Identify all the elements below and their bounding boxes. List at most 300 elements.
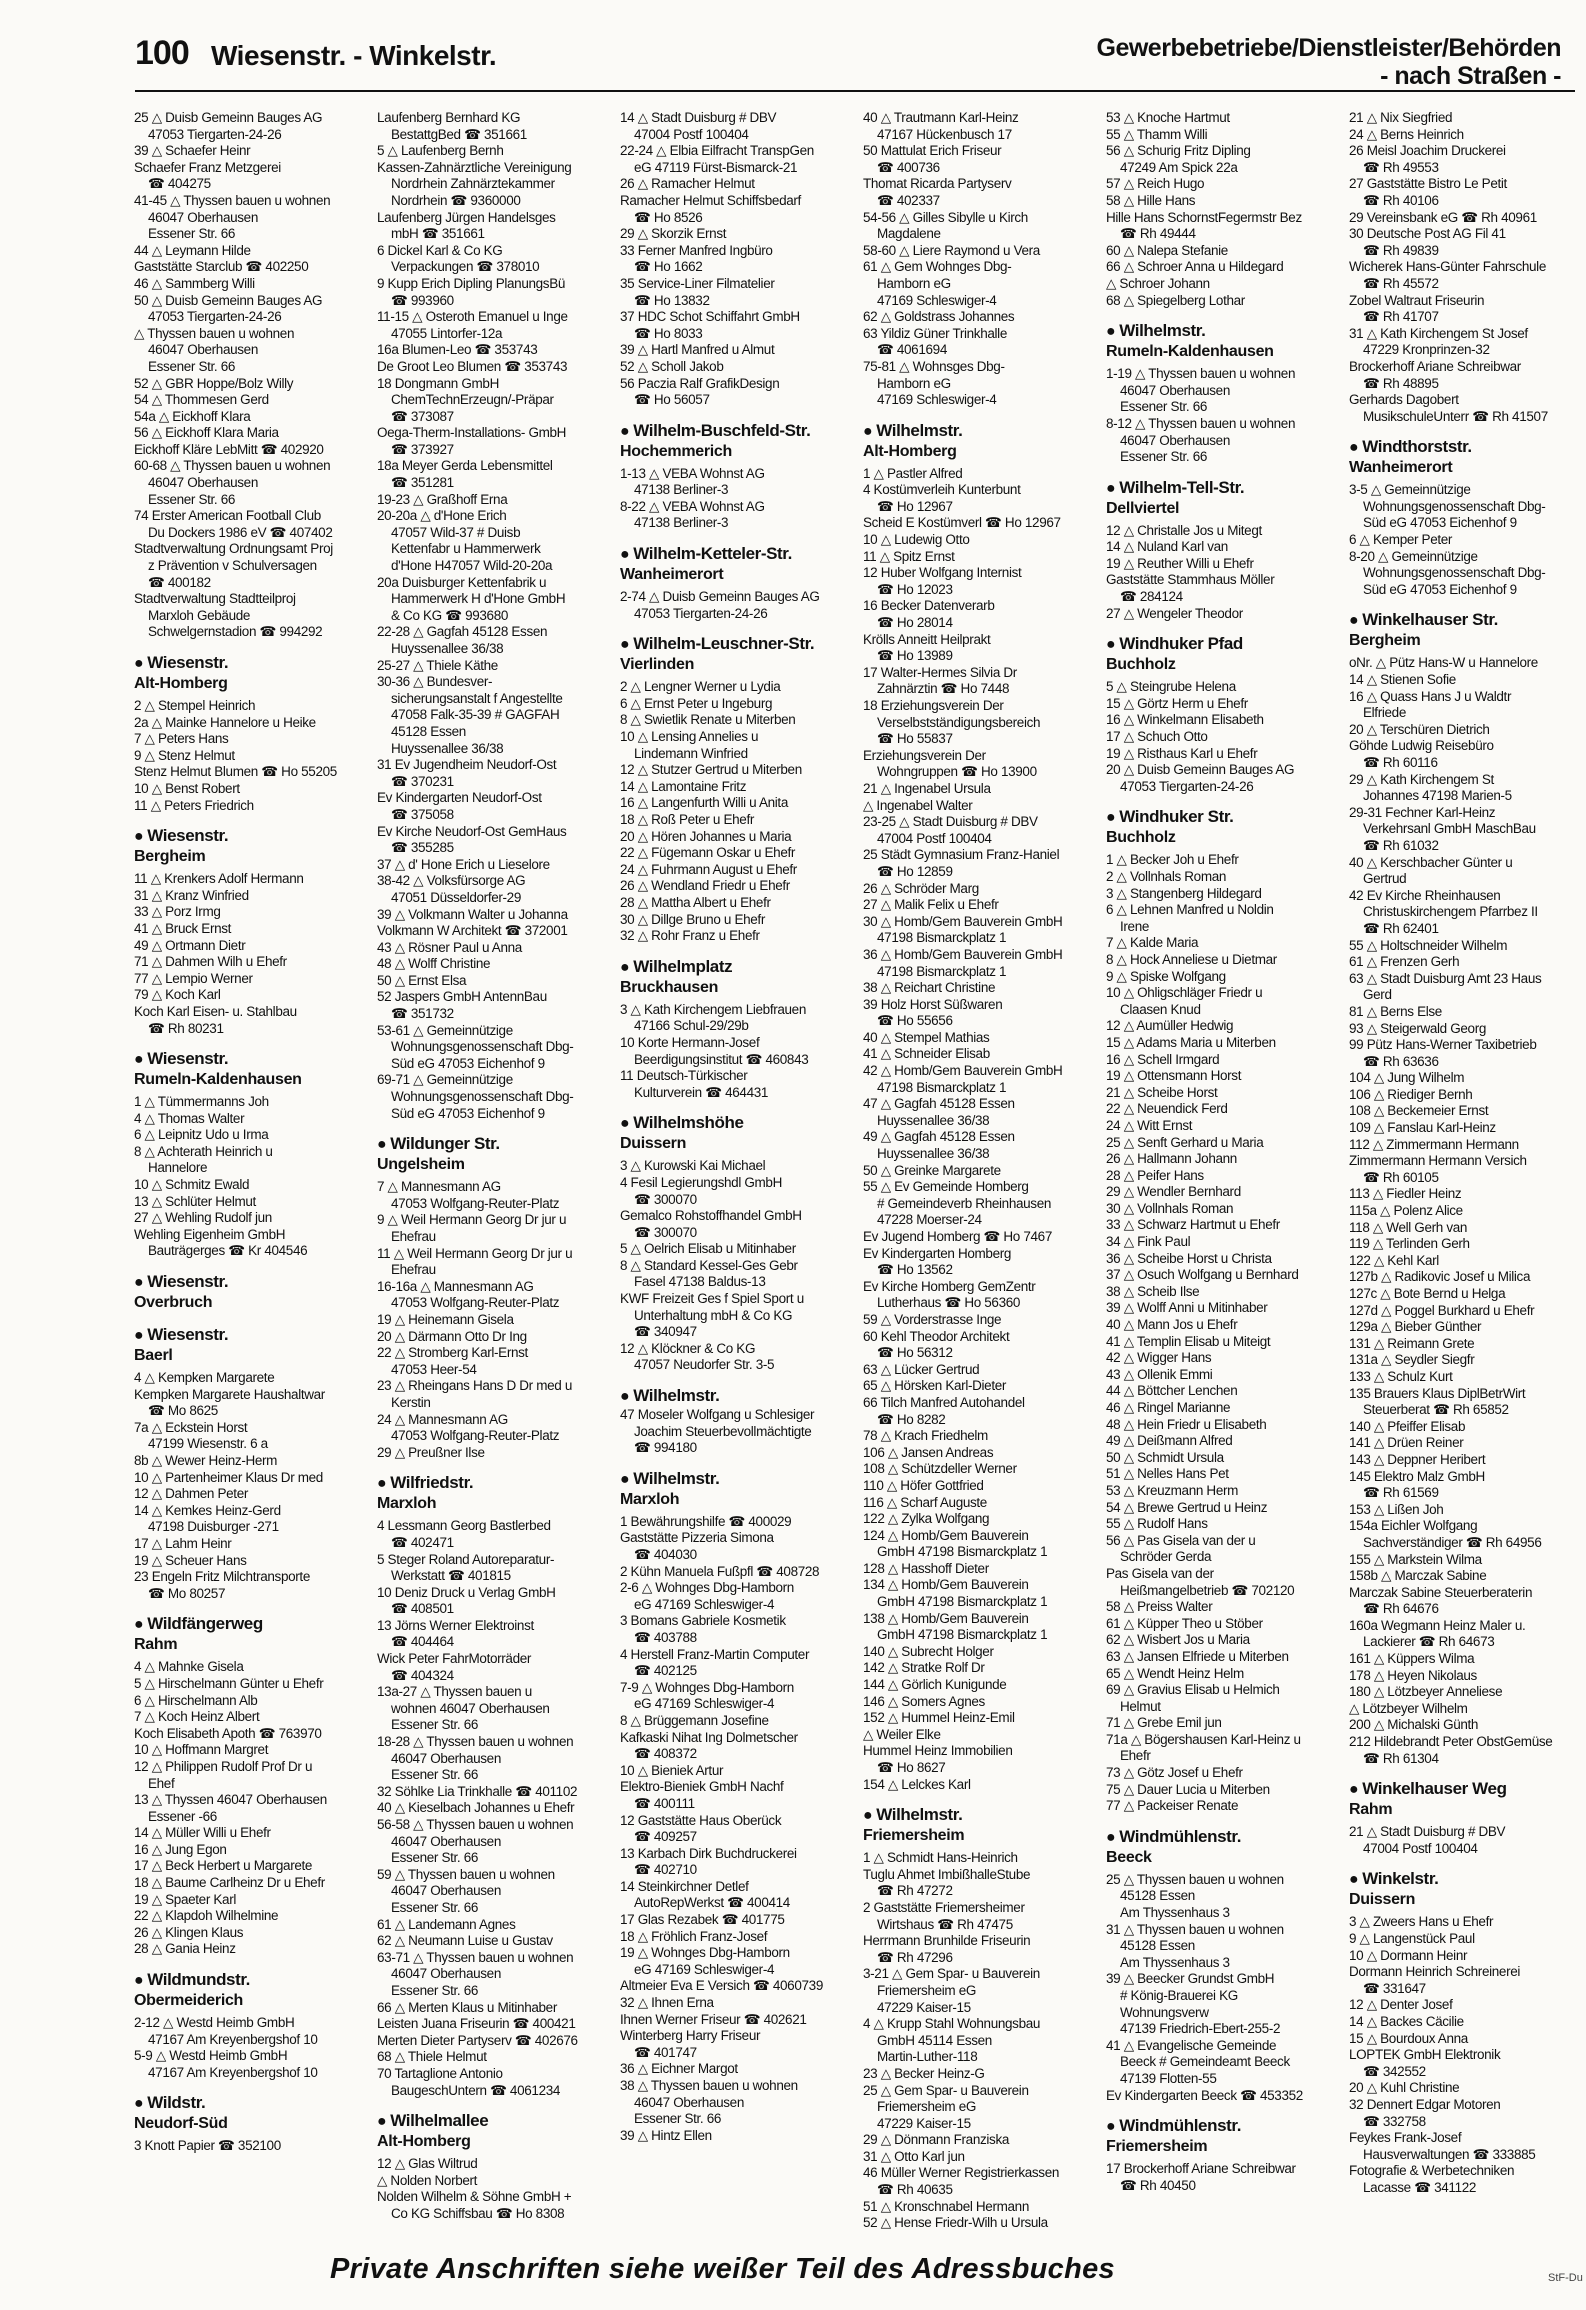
street-heading <box>1349 1779 1581 1800</box>
bullet-icon: ● <box>377 1475 387 1493</box>
directory-entry: 12 △ Christalle Jos u Mitegt <box>1106 522 1262 538</box>
directory-entry: Huyssenallee 36/38 <box>391 740 504 756</box>
directory-entry: 55 △ Thamm Willi <box>1106 126 1208 142</box>
bullet-icon: ● <box>1349 1781 1359 1799</box>
directory-entry: ☎ Ho 13832 <box>634 292 710 308</box>
directory-entry: 47169 Schleswiger-4 <box>877 292 997 308</box>
directory-entry: 106 △ Jansen Andreas <box>863 1444 994 1460</box>
directory-column-2 <box>377 110 609 2235</box>
directory-entry: 28 △ Gania Heinz <box>134 1941 236 1957</box>
directory-entry: 23 △ Rheingans Hans D Dr med u <box>377 1378 572 1394</box>
directory-entry: ☎ 342552 <box>1363 2063 1426 2079</box>
directory-entry: Ev Kirche Homberg GemZentr <box>863 1278 1036 1294</box>
directory-entry: 77 △ Lempio Werner <box>134 970 253 986</box>
directory-entry: Wohnungsgenossenschaft Dbg- <box>1363 498 1546 514</box>
directory-entry: 12 △ Philippen Rudolf Prof Dr u <box>134 1758 313 1774</box>
directory-entry: 42 △ Homb/Gem Bauverein GmbH <box>863 1063 1063 1079</box>
directory-entry: Magdalene <box>877 226 941 242</box>
directory-entry: 47169 Schleswiger-4 <box>877 392 997 408</box>
directory-entry: 22 △ Klapdoh Wilhelmine <box>134 1908 279 1924</box>
street-name: Wiesenstr. <box>147 1272 229 1292</box>
directory-entry: Verselbstständigungsbereich <box>877 714 1041 730</box>
directory-entry: 21 △ Scheibe Horst <box>1106 1084 1218 1100</box>
directory-entry: 17 Walter-Hermes Silvia Dr <box>863 664 1017 680</box>
directory-entry: Stadtverwaltung Stadtteilproj <box>134 591 296 607</box>
directory-entry: 56 △ Eickhoff Klara Maria <box>134 425 279 441</box>
directory-entry: 40 △ Mann Jos u Ehefr <box>1106 1317 1238 1333</box>
bullet-icon: ● <box>1106 1828 1116 1846</box>
directory-entry: ☎ Ho 55837 <box>877 731 953 747</box>
directory-entry: 44 △ Böttcher Lenchen <box>1106 1383 1238 1399</box>
directory-entry: 22 △ Neuendick Ferd <box>1106 1101 1228 1117</box>
directory-entry: sicherungsanstalt f Angestellte <box>391 690 563 706</box>
directory-entry: 155 △ Markstein Wilma <box>1349 1551 1482 1567</box>
directory-entry: Verkehrsanl GmbH MaschBau <box>1363 821 1536 837</box>
directory-entry: 70 Tartaglione Antonio <box>377 2065 503 2081</box>
street-heading <box>620 634 852 655</box>
directory-entry: wohnen 46047 Oberhausen <box>391 1700 550 1716</box>
directory-entry: ☎ 404030 <box>634 1547 697 1562</box>
directory-entry: 37 △ d' Hone Erich u Lieselore <box>377 856 550 872</box>
street-name: Wiesenstr. <box>147 826 229 846</box>
directory-entry: 39 Holz Horst Süßwaren <box>863 996 1003 1012</box>
directory-entry: 68 △ Thiele Helmut <box>377 2049 487 2065</box>
directory-entry: △ Ingenabel Walter <box>863 797 973 813</box>
directory-entry: 63 △ Lücker Gertrud <box>863 1361 980 1377</box>
directory-entry: ☎ 375058 <box>391 806 454 822</box>
directory-entry: 37 HDC Schot Schiffahrt GmbH <box>620 309 800 325</box>
directory-entry: Hammerwerk H d'Hone GmbH <box>391 591 566 607</box>
directory-entry: Stadtverwaltung Ordnungsamt Proj <box>134 541 333 557</box>
bullet-icon: ● <box>1349 1871 1359 1889</box>
street-heading <box>620 957 852 978</box>
directory-entry: 47229 Kronprinzen-32 <box>1363 342 1490 358</box>
directory-entry: 16-16a △ Mannesmann AG <box>377 1278 534 1294</box>
directory-entry: ☎ 409257 <box>634 1829 697 1845</box>
directory-entry: ☎ Ho 28014 <box>877 615 953 631</box>
directory-entry: Gaststätte Starclub ☎ 402250 <box>134 259 309 275</box>
directory-entry: 106 △ Riediger Bernh <box>1349 1086 1473 1102</box>
directory-entry: 62 △ Neumann Luise u Gustav <box>377 1933 553 1949</box>
directory-entry: 2 Kühn Manuela Fußpfl ☎ 408728 <box>620 1563 820 1579</box>
directory-entry: Essener Str. 66 <box>148 358 236 374</box>
directory-entry: ☎ Rh 60105 <box>1363 1169 1439 1185</box>
directory-entry: Pas Gisela van der <box>1106 1565 1214 1581</box>
directory-entry: 30-36 △ Bundesver- <box>377 674 493 690</box>
directory-entry: 20 △ Terschüren Dietrich <box>1349 721 1490 737</box>
district-label: Hochemmerich <box>620 442 732 460</box>
directory-entry: 29 △ Wendler Bernhard <box>1106 1184 1241 1200</box>
directory-entry: 31 Ev Jugendheim Neudorf-Ost <box>377 757 557 773</box>
street-name: Windhuker Str. <box>1119 807 1234 827</box>
directory-entry: 16 △ Langenfurth Willi u Anita <box>620 795 788 811</box>
directory-entry: 41 △ Schneider Elisab <box>863 1046 990 1062</box>
directory-entry: 13 △ Schlüter Helmut <box>134 1193 256 1209</box>
directory-entry: 71a △ Bögershausen Karl-Heinz u <box>1106 1731 1301 1747</box>
directory-entry: 116 △ Scharf Auguste <box>863 1494 987 1510</box>
directory-entry: ☎ 402471 <box>391 1534 454 1550</box>
directory-entry: 52 △ GBR Hoppe/Bolz Willy <box>134 375 294 391</box>
directory-entry: 47053 Tiergarten-24-26 <box>148 309 282 325</box>
directory-entry: eG 47169 Schleswiger-4 <box>634 1696 775 1712</box>
directory-entry: 135 Brauers Klaus DiplBetrWirt <box>1349 1385 1526 1401</box>
directory-entry: ☎ 300070 <box>634 1224 697 1240</box>
district-label: Alt-Homberg <box>863 442 957 460</box>
directory-entry: 5 Steger Roland Autoreparatur- <box>377 1551 555 1567</box>
directory-entry: Krölls Anneitt Heilprakt <box>863 631 991 647</box>
directory-entry: Nolden Wilhelm & Söhne GmbH + <box>377 2189 572 2205</box>
directory-entry: 40 △ Stempel Mathias <box>863 1029 990 1045</box>
street-name: Wilhelmshöhe <box>633 1113 744 1133</box>
directory-entry: 47229 Kaiser-15 <box>877 2115 971 2131</box>
street-name: Wilfriedstr. <box>390 1473 474 1493</box>
directory-entry: 20 △ Kuhl Christine <box>1349 2080 1460 2096</box>
directory-entry: 12 △ Glas Wiltrud <box>377 2156 478 2172</box>
directory-entry: 54a △ Eickhoff Klara <box>134 408 251 424</box>
directory-entry: Stenz Helmut Blumen ☎ Ho 55205 <box>134 764 337 780</box>
directory-entry: 13 Jörns Werner Elektroinst <box>377 1617 534 1633</box>
district-label: Wanheimerort <box>1349 459 1453 477</box>
directory-entry: 47053 Wolfgang-Reuter-Platz <box>391 1428 560 1444</box>
directory-entry: 20 △ Hören Johannes u Maria <box>620 828 792 844</box>
bullet-icon: ● <box>134 1972 144 1990</box>
directory-entry: Kafkaski Nihat Ing Dolmetscher <box>620 1729 798 1745</box>
directory-entry: & Co KG ☎ 993680 <box>391 607 509 623</box>
directory-entry: 16 △ Quass Hans J u Waldtr <box>1349 688 1512 704</box>
district-label: Vierlinden <box>620 656 695 674</box>
directory-entry: 13a-27 △ Thyssen bauen u <box>377 1684 532 1700</box>
directory-entry: △ Weiler Elke <box>863 1726 941 1742</box>
directory-entry: 2 △ Stempel Heinrich <box>134 698 256 713</box>
directory-entry: Am Thyssenhaus 3 <box>1120 1954 1230 1970</box>
directory-entry: 55 △ Rudolf Hans <box>1106 1516 1208 1532</box>
directory-entry: Gaststätte Pizzeria Simona <box>620 1530 774 1546</box>
directory-entry: Lackierer ☎ Rh 64673 <box>1363 1634 1495 1650</box>
street-name: Wildfängerweg <box>147 1614 263 1634</box>
directory-entry: Johannes 47198 Marien-5 <box>1363 788 1512 804</box>
bullet-icon: ● <box>134 655 144 672</box>
directory-entry: 32 △ Ihnen Erna <box>620 1995 714 2011</box>
directory-column-6 <box>1349 110 1581 2235</box>
directory-entry: 8 △ Standard Kessel-Ges Gebr <box>620 1257 798 1273</box>
bullet-icon: ● <box>1106 479 1116 497</box>
directory-entry: 45128 Essen <box>1120 1888 1195 1904</box>
directory-entry: 11 △ Weil Hermann Georg Dr jur u <box>377 1245 573 1261</box>
directory-entry: Huyssenallee 36/38 <box>877 1112 990 1128</box>
bullet-icon: ● <box>620 1115 630 1133</box>
street-name: Winkelhauser Str. <box>1362 610 1498 630</box>
directory-entry: 6 △ Ernst Peter u Ingeburg <box>620 695 773 711</box>
directory-entry: △ Lötzbeyer Wilhelm <box>1349 1700 1468 1716</box>
directory-entry: 35 Service-Liner Filmatelier <box>620 275 775 291</box>
directory-entry: Wohnungsgenossenschaft Dbg- <box>391 1089 574 1105</box>
directory-entry: Ev Jugend Homberg ☎ Ho 7467 <box>863 1229 1052 1244</box>
directory-entry: ☎ Rh 64676 <box>1363 1601 1439 1617</box>
directory-entry: 52 Jaspers GmbH AntennBau <box>377 989 547 1005</box>
directory-entry: ☎ Rh 49839 <box>1363 242 1439 258</box>
directory-entry: 46 △ Ringel Marianne <box>1106 1400 1231 1415</box>
district-label: Dellviertel <box>1106 499 1180 517</box>
directory-column-3 <box>620 110 852 2235</box>
directory-entry: 62 △ Wisbert Jos u Maria <box>1106 1632 1250 1648</box>
directory-entry: 10 △ Lensing Annelies u <box>620 729 759 745</box>
page-header <box>135 34 1575 96</box>
street-heading <box>1349 437 1581 458</box>
directory-entry: ☎ Ho 13562 <box>877 1262 953 1278</box>
directory-entry: 31 △ Kath Kirchengem St Josef <box>1349 325 1528 341</box>
directory-entry: 14 △ Stienen Sofie <box>1349 672 1456 688</box>
directory-entry: Koch Elisabeth Apoth ☎ 763970 <box>134 1725 322 1741</box>
bullet-icon: ● <box>863 422 873 440</box>
directory-entry: 14 △ Lamontaine Fritz <box>620 778 747 794</box>
directory-entry: LOPTEK GmbH Elektronik <box>1349 2047 1501 2063</box>
directory-entry: 129a △ Bieber Günther <box>1349 1319 1482 1335</box>
directory-entry: 152 △ Hummel Heinz-Emil <box>863 1710 1015 1726</box>
directory-entry: Feykes Frank-Josef <box>1349 2130 1462 2146</box>
directory-entry: 14 △ Kemkes Heinz-Gerd <box>134 1502 281 1518</box>
directory-entry: 104 △ Jung Wilhelm <box>1349 1070 1465 1086</box>
directory-entry: 8-22 △ VEBA Wohnst AG <box>620 498 765 514</box>
directory-entry: Essener Str. 66 <box>1120 399 1208 415</box>
directory-entry: 25-27 △ Thiele Käthe <box>377 657 498 673</box>
district-label: Baerl <box>134 1347 173 1365</box>
directory-entry: 212 Hildebrandt Peter ObstGemüse <box>1349 1734 1553 1750</box>
directory-entry: 59 △ Vorderstrasse Inge <box>863 1311 1002 1327</box>
directory-entry: 108 △ Beckemeier Ernst <box>1349 1103 1489 1119</box>
directory-entry: 47167 Hückenbusch 17 <box>877 126 1012 142</box>
directory-entry: 10 △ Partenheimer Klaus Dr med <box>134 1469 323 1485</box>
directory-entry: Zobel Waltraut Friseurin <box>1349 292 1485 308</box>
directory-entry: 63 △ Stadt Duisburg Amt 23 Haus <box>1349 970 1542 986</box>
directory-entry: ☎ Ho 55656 <box>877 1013 953 1029</box>
street-heading <box>1106 478 1338 499</box>
directory-entry: Lacasse ☎ 341122 <box>1363 2179 1477 2195</box>
directory-entry: 18 △ Baume Carlheinz Dr u Ehefr <box>134 1875 325 1891</box>
directory-entry: 66 Tilch Manfred Autohandel <box>863 1394 1025 1410</box>
directory-entry: ☎ Rh 61304 <box>1363 1750 1439 1766</box>
directory-entry: 140 △ Pfeiffer Elisab <box>1349 1418 1466 1434</box>
directory-entry: Beerdigungsinstitut ☎ 460843 <box>634 1051 809 1067</box>
district-label: Ungelsheim <box>377 1156 465 1174</box>
directory-entry: Essener Str. 66 <box>391 1899 479 1915</box>
directory-entry: 17 Glas Rezabek ☎ 401775 <box>620 1912 785 1928</box>
directory-entry: 56 △ Pas Gisela van der u <box>1106 1532 1256 1548</box>
directory-entry: 47229 Kaiser-15 <box>877 1999 971 2015</box>
bullet-icon: ● <box>620 422 630 440</box>
directory-entry: 47057 Neudorfer Str. 3-5 <box>634 1357 775 1373</box>
directory-entry: 26 △ Hallmann Johann <box>1106 1151 1237 1167</box>
directory-entry: Laufenberg Jürgen Handelsges <box>377 209 556 225</box>
directory-entry: 16a Blumen-Leo ☎ 353743 <box>377 342 538 358</box>
directory-entry: 39 △ Hintz Ellen <box>620 2127 712 2143</box>
directory-entry: z Prävention v Schulversagen <box>148 558 317 574</box>
directory-entry: ☎ 4061694 <box>877 342 947 358</box>
directory-entry: ☎ 400736 <box>877 159 940 175</box>
directory-entry: Schaefer Franz Metzgerei <box>134 159 281 175</box>
directory-entry: 32 △ Rohr Franz u Ehefr <box>620 928 760 944</box>
directory-entry: Wirtshaus ☎ Rh 47475 <box>877 1916 1013 1932</box>
directory-entry: Hille Hans SchornstFegermstr Bez <box>1106 209 1302 225</box>
directory-entry: 61 △ Frenzen Gerh <box>1349 954 1460 970</box>
directory-entry: ☎ 331647 <box>1363 1980 1426 1996</box>
directory-entry: 2a △ Mainke Hannelore u Heike <box>134 714 316 730</box>
directory-entry: 61 △ Küpper Theo u Stöber <box>1106 1615 1263 1631</box>
directory-entry: Hannelore <box>148 1160 208 1176</box>
directory-entry: Essener Str. 66 <box>391 1982 479 1998</box>
directory-entry: Laufenberg Bernhard KG <box>377 110 521 125</box>
street-heading <box>377 2111 609 2132</box>
directory-entry: 19 △ Risthaus Karl u Ehefr <box>1106 745 1258 761</box>
directory-entry: 25 △ Thyssen bauen u wohnen <box>1106 1871 1284 1887</box>
directory-entry: 27 Gaststätte Bistro Le Petit <box>1349 176 1507 192</box>
directory-entry: 61 △ Gem Wohnges Dbg- <box>863 259 1012 275</box>
directory-entry: 9 △ Spiske Wolfgang <box>1106 968 1226 984</box>
directory-entry: 56-58 △ Thyssen bauen u wohnen <box>377 1817 574 1832</box>
directory-entry: 4 △ Mahnke Gisela <box>134 1659 244 1675</box>
directory-entry: 24 △ Witt Ernst <box>1106 1117 1193 1133</box>
directory-entry: 49 △ Gagfah 45128 Essen <box>863 1129 1015 1145</box>
directory-entry: 14 Steinkirchner Detlef <box>620 1878 749 1894</box>
directory-entry: 22 △ Stromberg Karl-Ernst <box>377 1345 528 1361</box>
street-name: Wilhelm-Tell-Str. <box>1119 477 1245 497</box>
directory-entry: 146 △ Somers Agnes <box>863 1693 985 1709</box>
directory-entry: 38 △ Reichart Christine <box>863 980 996 996</box>
district-label: Buchholz <box>1106 656 1176 674</box>
directory-entry: 24 △ Berns Heinrich <box>1349 126 1464 142</box>
directory-entry: Werkstatt ☎ 401815 <box>391 1568 511 1584</box>
directory-entry: 7a △ Eckstein Horst <box>134 1419 248 1435</box>
directory-entry: 1 △ Pastler Alfred <box>863 465 963 481</box>
street-name: Wilhelmstr. <box>633 1468 720 1488</box>
directory-entry: 25 △ Senft Gerhard u Maria <box>1106 1134 1264 1150</box>
directory-entry: 7 △ Koch Heinz Albert <box>134 1709 260 1725</box>
directory-entry: 14 △ Stadt Duisburg # DBV <box>620 110 777 125</box>
street-name: Wilhelmstr. <box>1119 321 1206 341</box>
directory-entry: ☎ 401747 <box>634 2044 697 2060</box>
directory-entry: 58 △ Hille Hans <box>1106 192 1196 208</box>
directory-entry: Volkmann W Architekt ☎ 372001 <box>377 923 568 939</box>
street-name: Windthorststr. <box>1362 437 1472 457</box>
directory-entry: ☎ 402125 <box>634 1663 697 1679</box>
directory-entry: 47053 Wolfgang-Reuter-Platz <box>391 1195 560 1211</box>
directory-entry: 53 △ Knoche Hartmut <box>1106 110 1230 125</box>
directory-entry: 15 △ Bourdoux Anna <box>1349 2030 1468 2046</box>
street-heading <box>134 826 366 847</box>
directory-entry: 18a Meyer Gerda Lebensmittel <box>377 458 553 474</box>
directory-entry: ☎ Rh 47272 <box>877 1883 953 1899</box>
directory-entry: 31 △ Thyssen bauen u wohnen <box>1106 1921 1284 1937</box>
directory-entry: 60 Kehl Theodor Architekt <box>863 1328 1010 1344</box>
directory-entry: Bauträgerges ☎ Kr 404546 <box>148 1243 308 1259</box>
directory-entry: ☎ 340947 <box>634 1324 697 1340</box>
directory-entry: 4 Lessmann Georg Bastlerbed <box>377 1518 551 1534</box>
directory-entry: 54 △ Thommesen Gerd <box>134 392 269 408</box>
directory-entry: 144 △ Görlich Kunigunde <box>863 1677 1007 1693</box>
directory-entry: 69 △ Gravius Elisab u Helmich <box>1106 1682 1280 1698</box>
directory-entry: Kassen-Zahnärztliche Vereinigung <box>377 159 572 175</box>
directory-entry: Herrmann Brunhilde Friseurin <box>863 1933 1031 1949</box>
directory-entry: Eickhoff Kläre LebMitt ☎ 402920 <box>134 441 324 457</box>
directory-entry: 10 △ Schmitz Ewald <box>134 1177 250 1193</box>
directory-entry: Wohngruppen ☎ Ho 13900 <box>877 764 1037 780</box>
directory-entry: 4 Fesil Legierungshdl GmbH <box>620 1174 782 1190</box>
directory-entry: 11-15 △ Osteroth Emanuel u Inge <box>377 309 568 325</box>
directory-entry: 33 △ Schwarz Hartmut u Ehefr <box>1106 1217 1280 1233</box>
bullet-icon: ● <box>1106 809 1116 827</box>
directory-entry: 4 △ Thomas Walter <box>134 1110 245 1126</box>
directory-entry: Essener Str. 66 <box>148 491 236 507</box>
footer-code: StF-Du <box>1548 2272 1583 2284</box>
directory-entry: ☎ 355285 <box>391 840 454 856</box>
street-heading <box>1106 321 1338 342</box>
directory-entry: 46047 Oberhausen <box>391 1966 501 1982</box>
directory-entry: 5-9 △ Westd Heimb GmbH <box>134 2048 288 2064</box>
directory-entry: 9 △ Weil Hermann Georg Dr jur u <box>377 1212 567 1228</box>
street-heading <box>134 1272 366 1293</box>
directory-entry: 143 △ Deppner Heribert <box>1349 1451 1486 1467</box>
directory-entry: 8-12 △ Thyssen bauen u wohnen <box>1106 415 1296 431</box>
street-name: Wiesenstr. <box>147 1325 229 1345</box>
district-label: Duissern <box>620 1135 687 1153</box>
directory-entry: eG 47169 Schleswiger-4 <box>634 1961 775 1977</box>
street-name: Windmühlenstr. <box>1119 2116 1242 2136</box>
directory-entry: Essener Str. 66 <box>391 1767 479 1783</box>
bullet-icon: ● <box>1349 439 1359 457</box>
directory-entry: 42 △ Wigger Hans <box>1106 1350 1212 1366</box>
directory-entry: 21 △ Nix Siegfried <box>1349 110 1453 125</box>
directory-entry: Brockerhoff Ariane Schreibwar <box>1349 358 1521 374</box>
directory-entry: Wohnungsverw <box>1120 2004 1209 2020</box>
directory-entry: ☎ 284124 <box>1120 589 1183 605</box>
directory-entry: 47167 Am Kreyenbergshof 10 <box>148 2031 318 2047</box>
directory-entry: Ehefrau <box>391 1229 436 1244</box>
directory-entry: 63 Yildiz Güner Trinkhalle <box>863 325 1007 341</box>
directory-entry: 61 △ Landemann Agnes <box>377 1916 516 1932</box>
directory-entry: 14 △ Müller Willi u Ehefr <box>134 1825 271 1841</box>
street-heading <box>1106 1827 1338 1848</box>
section-title-line2: - nach Straßen - <box>1380 62 1561 90</box>
directory-entry: 55 △ Holtschneider Wilhelm <box>1349 937 1508 953</box>
directory-entry: 47139 Friedrich-Ebert-255-2 <box>1120 2021 1281 2037</box>
directory-entry: ☎ 993960 <box>391 292 454 308</box>
directory-entry: 46 △ Sammberg Willi <box>134 275 255 291</box>
directory-entry: ☎ Ho 12859 <box>877 863 953 879</box>
street-heading <box>863 421 1095 442</box>
street-name: Wiesenstr. <box>147 1049 229 1069</box>
directory-entry: # Gemeindeverb Rheinhausen <box>877 1195 1052 1211</box>
directory-entry: 11 △ Krenkers Adolf Hermann <box>134 871 304 887</box>
directory-entry: 131 △ Reimann Grete <box>1349 1335 1475 1351</box>
directory-entry: 141 △ Drüen Reiner <box>1349 1435 1464 1451</box>
district-label: Bruckhausen <box>620 978 719 996</box>
directory-entry: 12 △ Denter Josef <box>1349 1997 1453 2013</box>
directory-entry: Helmut <box>1120 1698 1161 1714</box>
directory-entry: 36 △ Scheibe Horst u Christa <box>1106 1250 1272 1266</box>
directory-entry: KWF Freizeit Ges f Spiel Sport u <box>620 1291 804 1307</box>
directory-entry: ☎ 400182 <box>148 574 211 590</box>
directory-entry: 142 △ Stratke Rolf Dr <box>863 1660 985 1676</box>
directory-entry: AutoRepWerkst ☎ 400414 <box>634 1895 790 1911</box>
directory-entry: ☎ Mo 8625 <box>148 1403 218 1419</box>
directory-entry: 13 Karbach Dirk Buchdruckerei <box>620 1845 797 1861</box>
directory-entry: 8b △ Wewer Heinz-Herm <box>134 1453 278 1468</box>
directory-entry: 46047 Oberhausen <box>148 342 258 358</box>
directory-entry: ☎ Rh 40450 <box>1120 2177 1196 2193</box>
bullet-icon: ● <box>134 828 144 846</box>
directory-entry: 18 △ Roß Peter u Ehefr <box>620 812 754 827</box>
directory-entry: Wohnungsgenossenschaft Dbg- <box>1363 565 1546 581</box>
directory-entry: Thomat Ricarda Partyserv <box>863 176 1012 192</box>
